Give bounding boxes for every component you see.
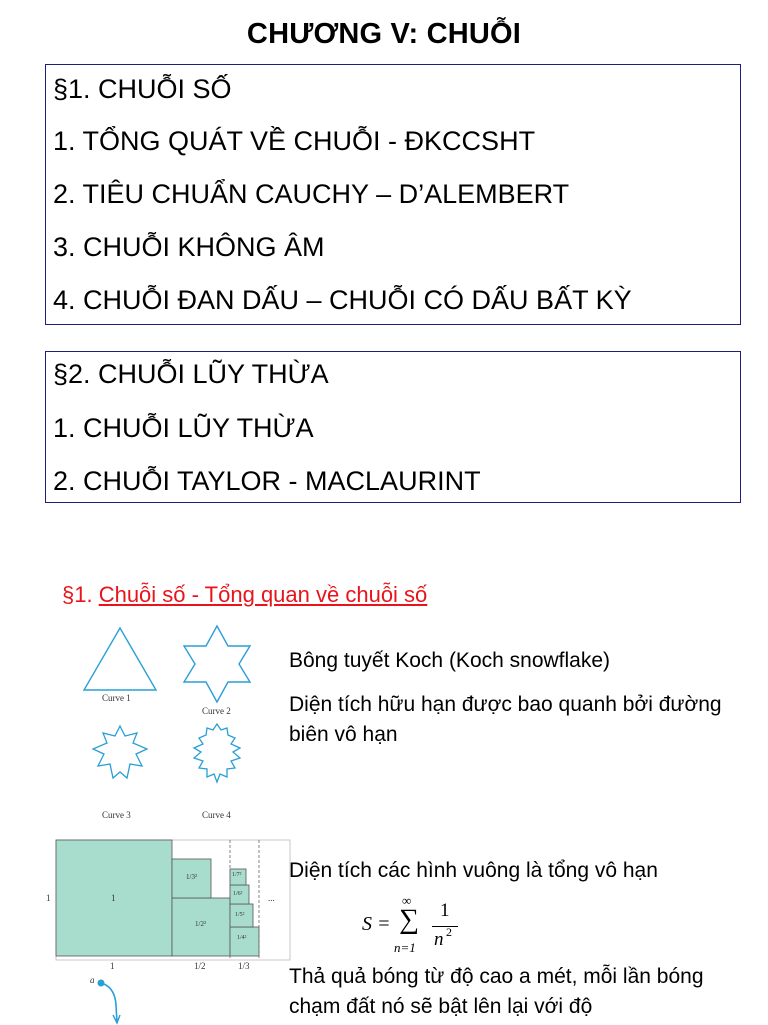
box1-item-2: 2. TIÊU CHUẨN CAUCHY – D’ALEMBERT — [53, 179, 570, 209]
ball-figure — [80, 975, 140, 1025]
square-label-7: 1/7² — [232, 872, 242, 878]
formula-denominator: n — [434, 929, 444, 950]
section-heading — [62, 582, 427, 608]
koch-curve-4 — [194, 724, 240, 782]
formula-numerator: 1 — [440, 900, 450, 921]
square-label-5: 1/5² — [235, 912, 245, 918]
ball-icon — [98, 980, 105, 987]
squares-figure — [52, 838, 292, 968]
section-title: Chuỗi số - Tổng quan về chuỗi số — [98, 582, 428, 607]
chapter-outline-box-2 — [45, 351, 741, 503]
box2-item-2: 2. CHUỖI TAYLOR - MACLAURINT — [53, 466, 481, 496]
square-label-3: 1/2² — [195, 920, 207, 928]
koch-label-1: Curve 1 — [102, 693, 131, 703]
squares-text: Diện tích các hình vuông là tổng vô hạn — [289, 859, 658, 882]
section-prefix: §1. — [62, 582, 99, 607]
square-label-2: 1/3² — [186, 873, 198, 881]
square-label-4: 1/4² — [237, 935, 247, 941]
box2-heading: §2. CHUỖI LŨY THỪA — [53, 359, 329, 389]
formula-sigma: ∑ — [399, 904, 419, 935]
formula-exponent: 2 — [446, 925, 452, 939]
axis-label-2: 1/2 — [194, 961, 206, 971]
axis-label-3: 1/3 — [238, 961, 250, 971]
square-4 — [230, 927, 259, 956]
ellipsis-label: ... — [268, 893, 275, 903]
koch-text-1: Bông tuyết Koch (Koch snowflake) — [289, 649, 611, 672]
formula-lhs: S = — [362, 913, 391, 935]
ball-text: Thả quả bóng từ độ cao a mét, mỗi lần bóng chạm đất nó sẽ bật lên lại với độ — [289, 965, 704, 1018]
box1-heading: §1. CHUỖI SỐ — [53, 74, 232, 104]
koch-curve-3 — [93, 726, 147, 778]
box1-item-4: 4. CHUỖI ĐAN DẤU – CHUỖI CÓ DẤU BẤT KỲ — [53, 285, 632, 315]
square-label-1: 1 — [111, 893, 116, 903]
chapter-outline-box-1 — [45, 64, 741, 325]
ball-height-label: a — [90, 975, 95, 985]
koch-label-3: Curve 3 — [102, 810, 131, 820]
page-title: CHƯƠNG V: CHUỖI — [246, 18, 522, 50]
axis-label-1: 1 — [110, 961, 115, 971]
formula-upper: ∞ — [402, 893, 412, 908]
koch-label-2: Curve 2 — [202, 706, 231, 716]
formula-fraction-bar — [432, 926, 458, 927]
box1-item-1: 1. TỔNG QUÁT VỀ CHUỖI - ĐKCCSHT — [53, 126, 536, 156]
square-side-label: 1 — [46, 893, 51, 903]
box2-item-1: 1. CHUỖI LŨY THỪA — [53, 413, 314, 443]
koch-text-2: Diện tích hữu hạn được bao quanh bởi đường biên vô hạn — [289, 693, 722, 746]
formula-lower: n=1 — [394, 940, 416, 955]
koch-curve-1 — [84, 628, 156, 690]
box1-item-3: 3. CHUỖI KHÔNG ÂM — [53, 232, 325, 262]
koch-label-4: Curve 4 — [202, 810, 231, 820]
koch-curve-2 — [184, 626, 250, 702]
series-formula — [362, 893, 472, 956]
square-label-6: 1/6² — [233, 891, 243, 897]
